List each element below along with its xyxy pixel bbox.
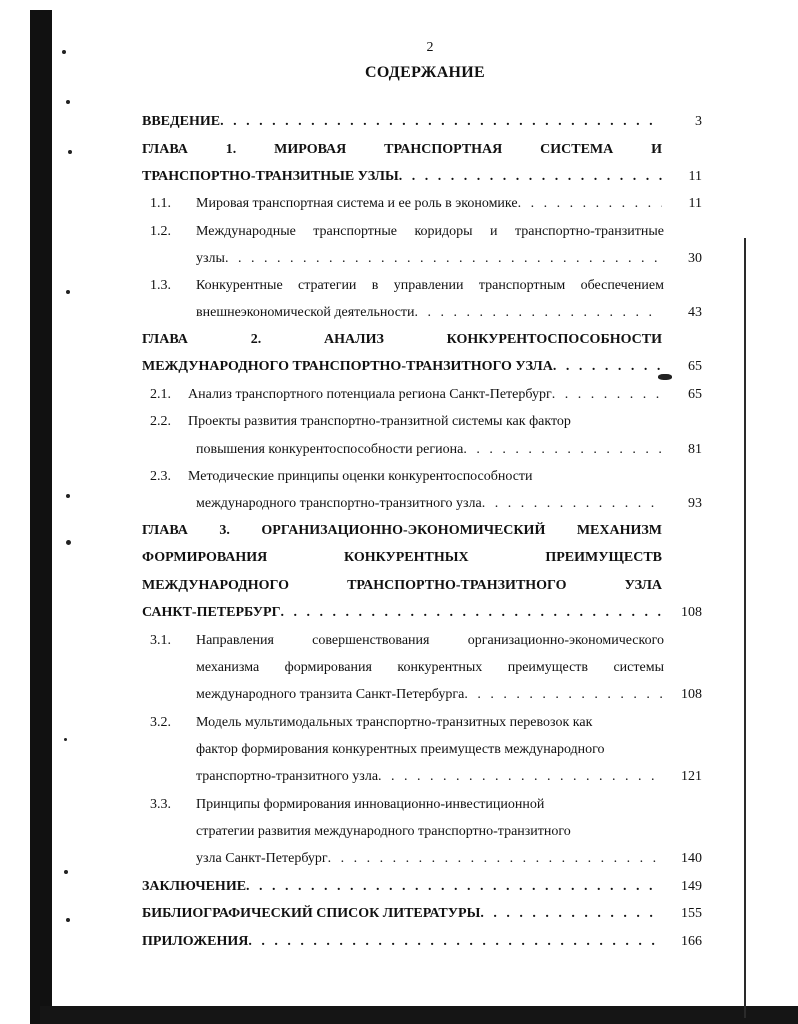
toc-section-1-2 xyxy=(142,222,702,242)
toc-entry-label: внешнеэкономической деятельности xyxy=(196,305,415,320)
toc-entry-page: 166 xyxy=(681,934,702,949)
toc-entry-label: Принципы формирования инновационно-инвестиционной xyxy=(196,797,545,812)
toc-entry-label: ТРАНСПОРТНО-ТРАНЗИТНЫЕ УЗЛЫ xyxy=(142,169,399,184)
toc-entry-page: 43 xyxy=(688,305,702,320)
toc-section-1-3-cont xyxy=(142,303,702,323)
scan-speck xyxy=(66,100,70,104)
toc-entry-conclusion xyxy=(142,877,702,897)
toc-entry-label: Конкурентные стратегии в управлении транспортным обеспечением xyxy=(196,278,664,293)
toc-entry-label: фактор формирования конкурентных преимуществ международного xyxy=(196,742,605,757)
toc-entry-label: ЗАКЛЮЧЕНИЕ xyxy=(142,879,247,894)
toc-section-1-1 xyxy=(142,194,702,214)
toc-section-2-3-cont xyxy=(142,494,702,514)
toc-section-3-3-cont xyxy=(142,822,702,842)
toc-section-number: 2.3. xyxy=(150,469,171,484)
toc-entry-label: Международные транспортные коридоры и транспортно-транзитные xyxy=(196,224,664,239)
toc-section-number: 2.1. xyxy=(150,387,171,402)
toc-section-number: 1.3. xyxy=(150,278,171,293)
toc-entry-page: 11 xyxy=(688,196,702,211)
toc-entry-label: Методические принципы оценки конкурентоспособности xyxy=(188,469,533,484)
toc-section-3-2 xyxy=(142,713,702,733)
scan-speck xyxy=(66,540,71,545)
toc-entry-page: 30 xyxy=(688,251,702,266)
toc-entry-label: стратегии развития международного транспортно-транзитного xyxy=(196,824,571,839)
toc-entry-label: международного транзита Санкт-Петербурга xyxy=(196,687,465,702)
page-title: СОДЕРЖАНИЕ xyxy=(364,64,486,81)
scan-border-left xyxy=(30,10,52,1024)
toc-chapter-3-cont xyxy=(142,603,702,623)
toc-entry-label: ВВЕДЕНИЕ xyxy=(142,114,221,129)
toc-section-number: 1.1. xyxy=(150,196,171,211)
toc-entry-page: 93 xyxy=(688,496,702,511)
toc-entry-label: узлы xyxy=(196,251,225,266)
toc-entry-label: Модель мультимодальных транспортно-транзитных перевозок как xyxy=(196,715,593,730)
toc-section-3-3 xyxy=(142,795,702,815)
scan-speck xyxy=(66,290,70,294)
toc-entry-page: 81 xyxy=(688,442,702,457)
toc-entry-page: 140 xyxy=(681,851,702,866)
toc-entry-label: Направления совершенствования организационно-экономического xyxy=(196,633,664,648)
toc-chapter-3 xyxy=(142,521,702,541)
toc-section-number: 3.1. xyxy=(150,633,171,648)
toc-chapter-3-cont xyxy=(142,576,702,596)
toc-entry-intro xyxy=(142,112,702,132)
toc-entry-page: 3 xyxy=(695,114,702,129)
toc-chapter-1 xyxy=(142,140,702,160)
toc-section-2-1 xyxy=(142,385,702,405)
toc-entry-label: Проекты развития транспортно-транзитной системы как фактор xyxy=(188,414,571,429)
scan-speck xyxy=(64,738,67,741)
toc-section-3-2-cont xyxy=(142,740,702,760)
toc-entry-label: повышения конкурентоспособности региона xyxy=(196,442,464,457)
toc-entry-label: МЕЖДУНАРОДНОГО ТРАНСПОРТНО-ТРАНЗИТНОГО УЗЛА xyxy=(142,578,662,593)
toc-section-3-2-cont xyxy=(142,767,702,787)
toc-entry-bibliography xyxy=(142,904,702,924)
toc-entry-label: Мировая транспортная система и ее роль в экономике xyxy=(196,196,518,211)
toc-section-number: 1.2. xyxy=(150,224,171,239)
toc-chapter-2-cont xyxy=(142,357,702,377)
toc-entry-appendix xyxy=(142,932,702,952)
toc-section-number: 2.2. xyxy=(150,414,171,429)
toc-entry-label: ФОРМИРОВАНИЯ КОНКУРЕНТНЫХ ПРЕИМУЩЕСТВ xyxy=(142,550,662,565)
toc-section-3-3-cont xyxy=(142,849,702,869)
toc-entry-page: 11 xyxy=(688,169,702,184)
toc-entry-page: 65 xyxy=(688,359,702,374)
toc-entry-page: 65 xyxy=(688,387,702,402)
toc-entry-page: 108 xyxy=(681,687,702,702)
toc-section-3-1-cont xyxy=(142,685,702,705)
toc-entry-page: 149 xyxy=(681,879,702,894)
toc-entry-label: международного транспортно-транзитного узла xyxy=(196,496,482,511)
toc-entry-label: узла Санкт-Петербург xyxy=(196,851,328,866)
scan-speck xyxy=(66,918,70,922)
scan-border-bottom xyxy=(40,1006,798,1024)
toc-entry-label: МЕЖДУНАРОДНОГО ТРАНСПОРТНО-ТРАНЗИТНОГО УЗЛА xyxy=(142,359,553,374)
scan-speck xyxy=(64,870,68,874)
scan-border-right xyxy=(744,238,746,1018)
toc-section-2-2-cont xyxy=(142,440,702,460)
toc-chapter-2 xyxy=(142,330,702,350)
toc-section-3-1-cont xyxy=(142,658,702,678)
toc-entry-label: ГЛАВА 3. ОРГАНИЗАЦИОННО-ЭКОНОМИЧЕСКИЙ МЕХАНИЗМ xyxy=(142,523,662,538)
toc-entry-label: ГЛАВА 2. АНАЛИЗ КОНКУРЕНТОСПОСОБНОСТИ xyxy=(142,332,662,347)
toc-entry-label: механизма формирования конкурентных преимуществ системы xyxy=(196,660,664,675)
scan-speck xyxy=(68,150,72,154)
toc-entry-page: 121 xyxy=(681,769,702,784)
scan-speck xyxy=(66,494,70,498)
toc-entry-label: Анализ транспортного потенциала региона Санкт-Петербург xyxy=(188,387,552,402)
toc-entry-page: 155 xyxy=(681,906,702,921)
toc-entry-page: 108 xyxy=(681,605,702,620)
toc-entry-label: САНКТ-ПЕТЕРБУРГ xyxy=(142,605,281,620)
toc-chapter-1-cont xyxy=(142,167,702,187)
toc-section-1-3 xyxy=(142,276,702,296)
toc-entry-label: БИБЛИОГРАФИЧЕСКИЙ СПИСОК ЛИТЕРАТУРЫ xyxy=(142,906,481,921)
toc-entry-label: ГЛАВА 1. МИРОВАЯ ТРАНСПОРТНАЯ СИСТЕМА И xyxy=(142,142,662,157)
toc-section-2-3 xyxy=(142,467,702,487)
toc-section-2-2 xyxy=(142,412,702,432)
toc-section-number: 3.2. xyxy=(150,715,171,730)
toc-section-number: 3.3. xyxy=(150,797,171,812)
toc-entry-label: транспортно-транзитного узла xyxy=(196,769,379,784)
toc-entry-label: ПРИЛОЖЕНИЯ xyxy=(142,934,249,949)
toc-chapter-3-cont xyxy=(142,548,702,568)
toc-section-1-2-cont xyxy=(142,249,702,269)
toc-section-3-1 xyxy=(142,631,702,651)
page-number: 2 xyxy=(426,40,434,55)
